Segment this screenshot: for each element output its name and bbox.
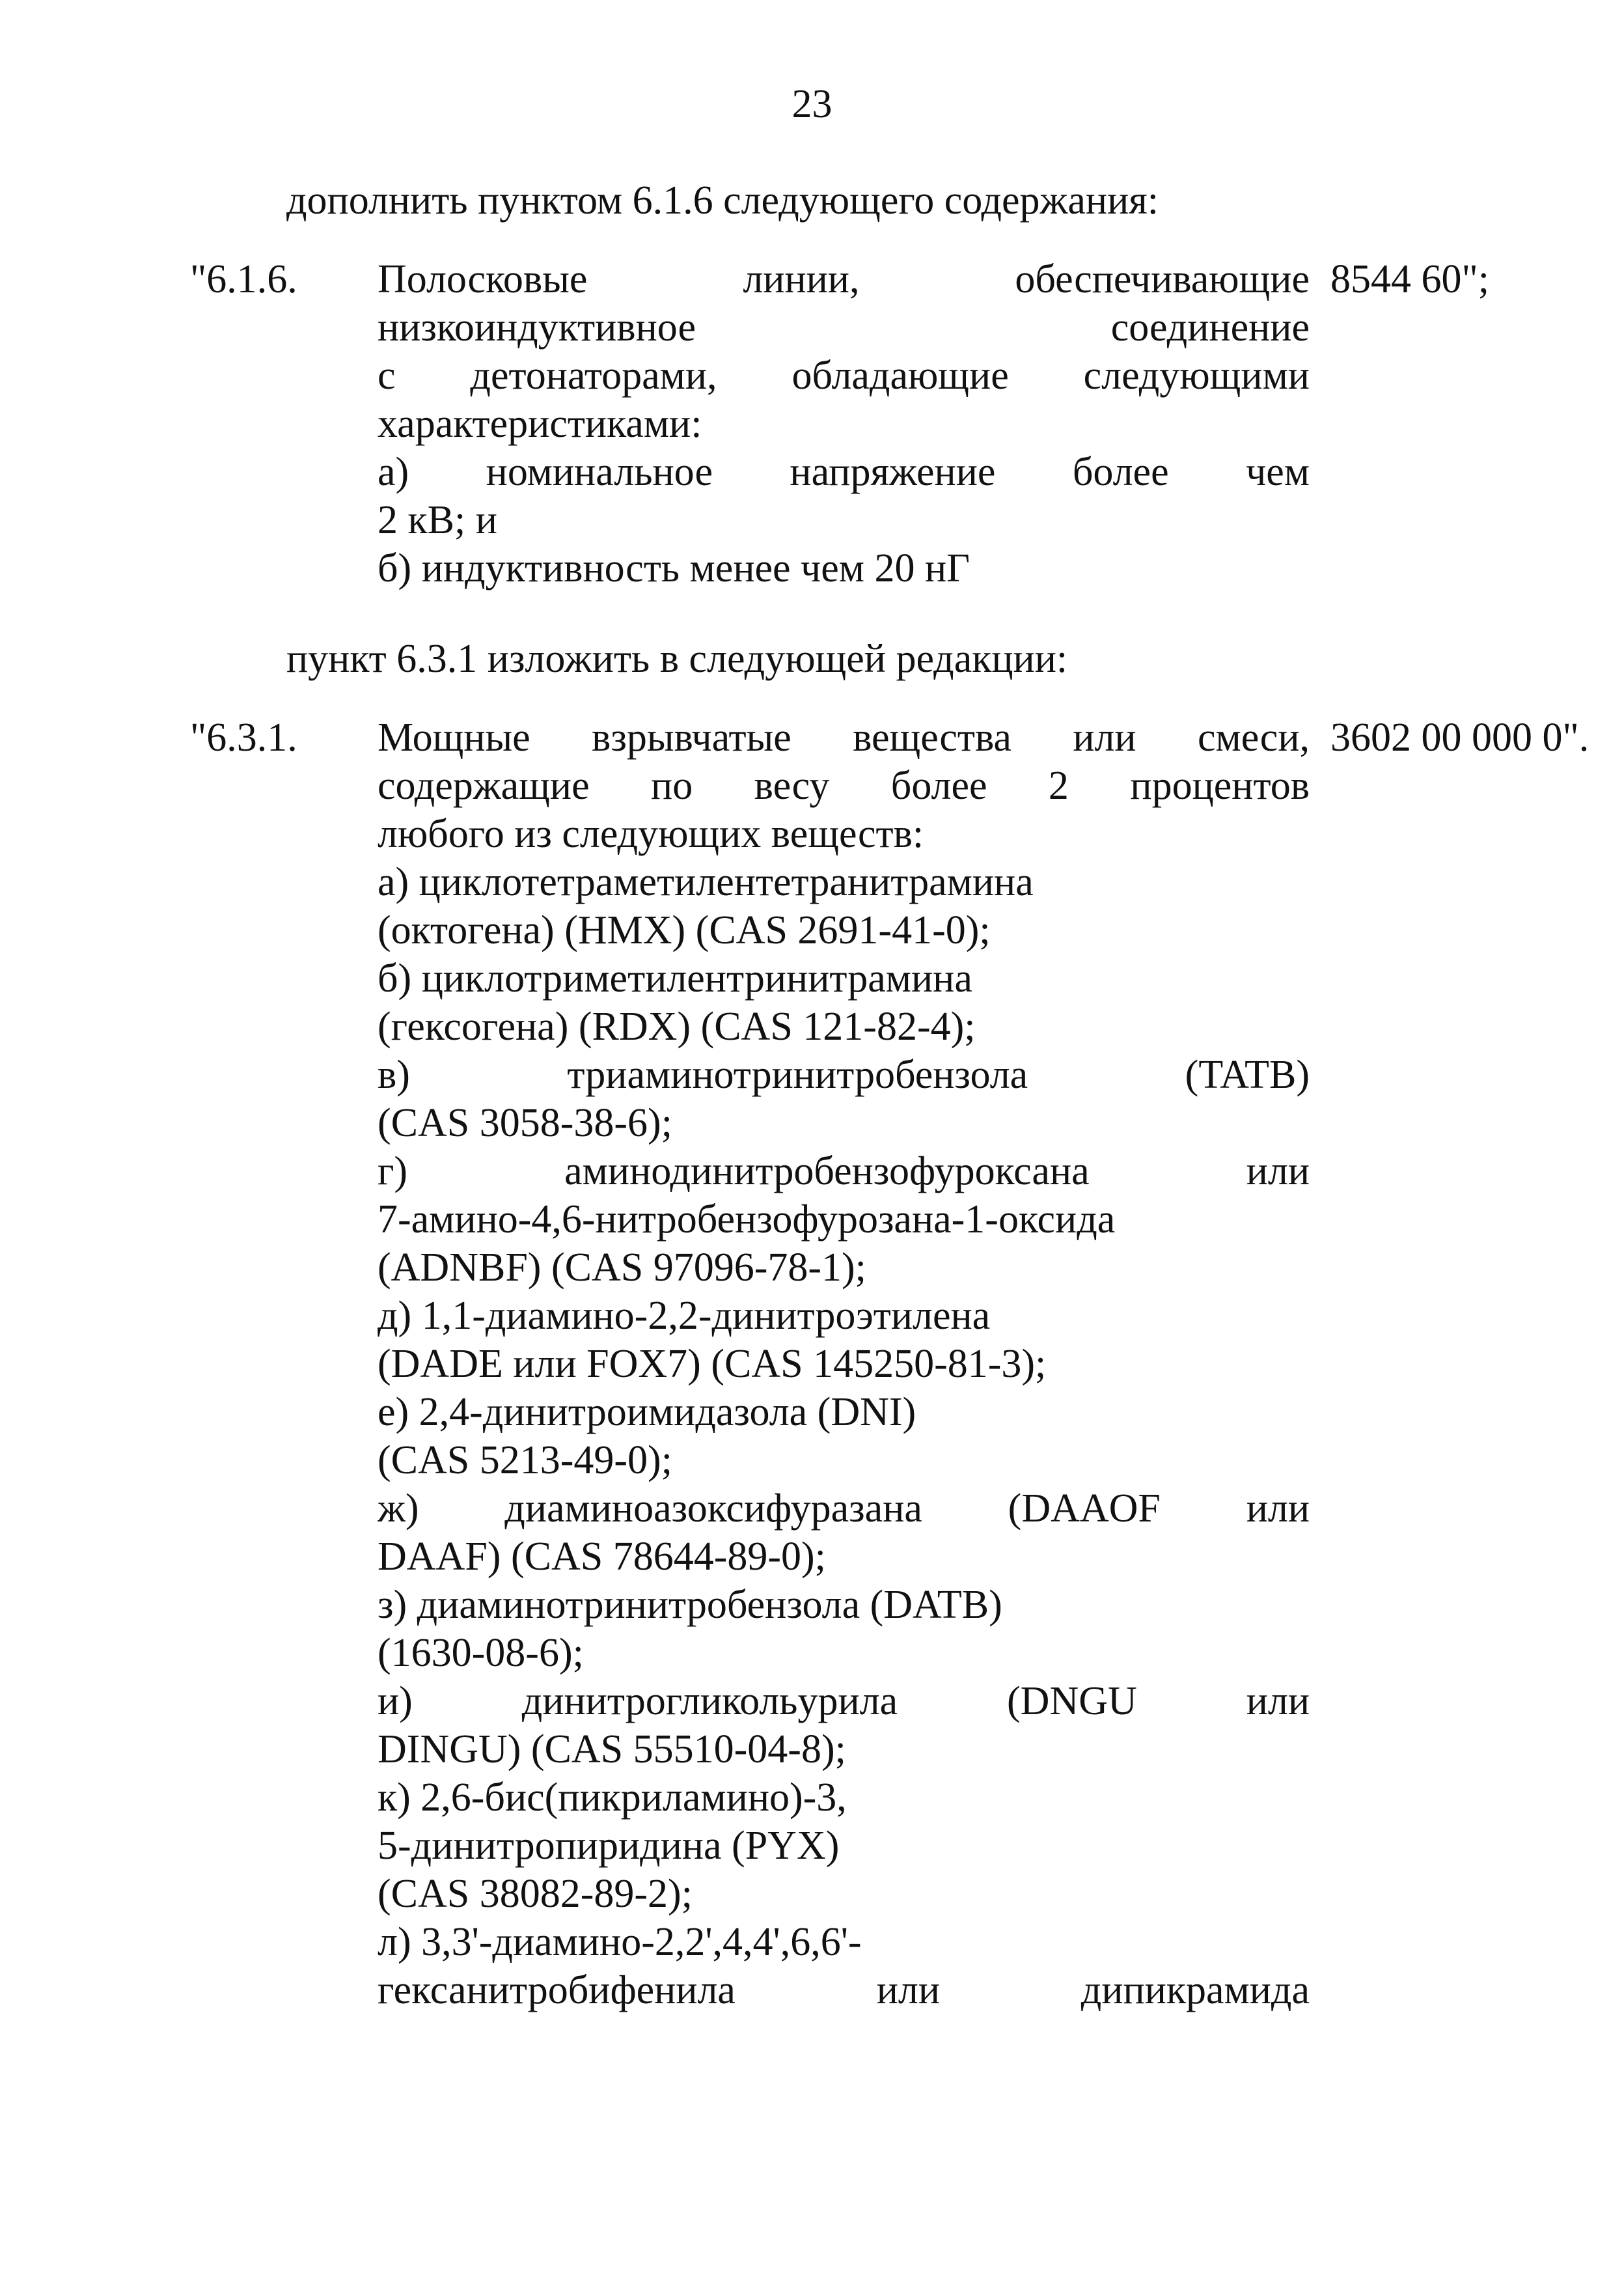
description-line: 2 кВ; и [378,498,497,542]
description-line: л) 3,3'-диамино-2,2',4,4',6,6'- [378,1920,862,1964]
entry-description [378,255,1310,592]
description-line: а) номинальное напряжение более чем [378,450,1310,494]
amendment-intro-6-1-6: дополнить пунктом 6.1.6 следующего содержания: [286,178,1159,223]
description-line: Мощные взрывчатые вещества или смеси, [378,715,1310,760]
description-line: б) индуктивность менее чем 20 нГ [378,546,970,590]
description-line: любого из следующих веществ: [378,812,924,856]
description-line: (гексогена) (RDX) (CAS 121-82-4); [378,1005,976,1049]
description-line: гексанитробифенила или дипикрамида [378,1968,1310,2012]
description-line: (октогена) (HMX) (CAS 2691-41-0); [378,908,991,952]
description-line: (ADNBF) (CAS 97096-78-1); [378,1245,866,1290]
tnved-code: 3602 00 000 0". [1330,715,1590,760]
description-line: а) циклотетраметилентетранитрамина [378,860,1034,904]
description-line: содержащие по весу более 2 процентов [378,764,1310,808]
description-line: Полосковые линии, обеспечивающие [378,257,1310,301]
entry-code: "6.3.1. [190,715,297,760]
description-line: б) циклотриметилентринитрамина [378,956,972,1001]
page-number: 23 [791,82,833,126]
list-entry-6-3-1 [190,714,1590,2016]
description-line: 5-динитропиридина (PYX) [378,1824,840,1868]
description-line: з) диаминотринитробензола (DATB) [378,1583,1002,1627]
entry-description [378,714,1310,2014]
description-line: г) аминодинитробензофуроксана или [378,1149,1310,1193]
description-line: (DADE или FOX7) (CAS 145250-81-3); [378,1342,1047,1386]
description-line: в) триаминотринитробензола (TATB) [378,1053,1310,1097]
description-line: характеристиками: [378,402,702,446]
description-line: DAAF) (CAS 78644-89-0); [378,1534,826,1579]
description-line: д) 1,1-диамино-2,2-динитроэтилена [378,1294,991,1338]
description-line: (CAS 5213-49-0); [378,1438,672,1482]
description-line: к) 2,6-бис(пикриламино)-3, [378,1775,847,1820]
description-line: DINGU) (CAS 55510-04-8); [378,1727,846,1771]
list-entry-6-1-6 [190,255,1492,607]
description-line: и) динитрогликольурила (DNGU или [378,1679,1310,1723]
description-line: (1630-08-6); [378,1631,584,1675]
description-line: (CAS 3058-38-6); [378,1101,672,1145]
description-line: ж) диаминоазоксифуразана (DAAOF или [378,1486,1310,1531]
entry-code: "6.1.6. [190,257,297,301]
description-line: с детонаторами, обладающие следующими [378,354,1310,398]
tnved-code: 8544 60"; [1330,257,1490,301]
amendment-intro-6-3-1: пункт 6.3.1 изложить в следующей редакции: [286,637,1068,681]
description-line: (CAS 38082-89-2); [378,1872,693,1916]
description-line: низкоиндуктивное соединение [378,305,1310,350]
description-line: е) 2,4-динитроимидазола (DNI) [378,1390,916,1434]
description-line: 7-амино-4,6-нитробензофурозана-1-оксида [378,1197,1116,1242]
